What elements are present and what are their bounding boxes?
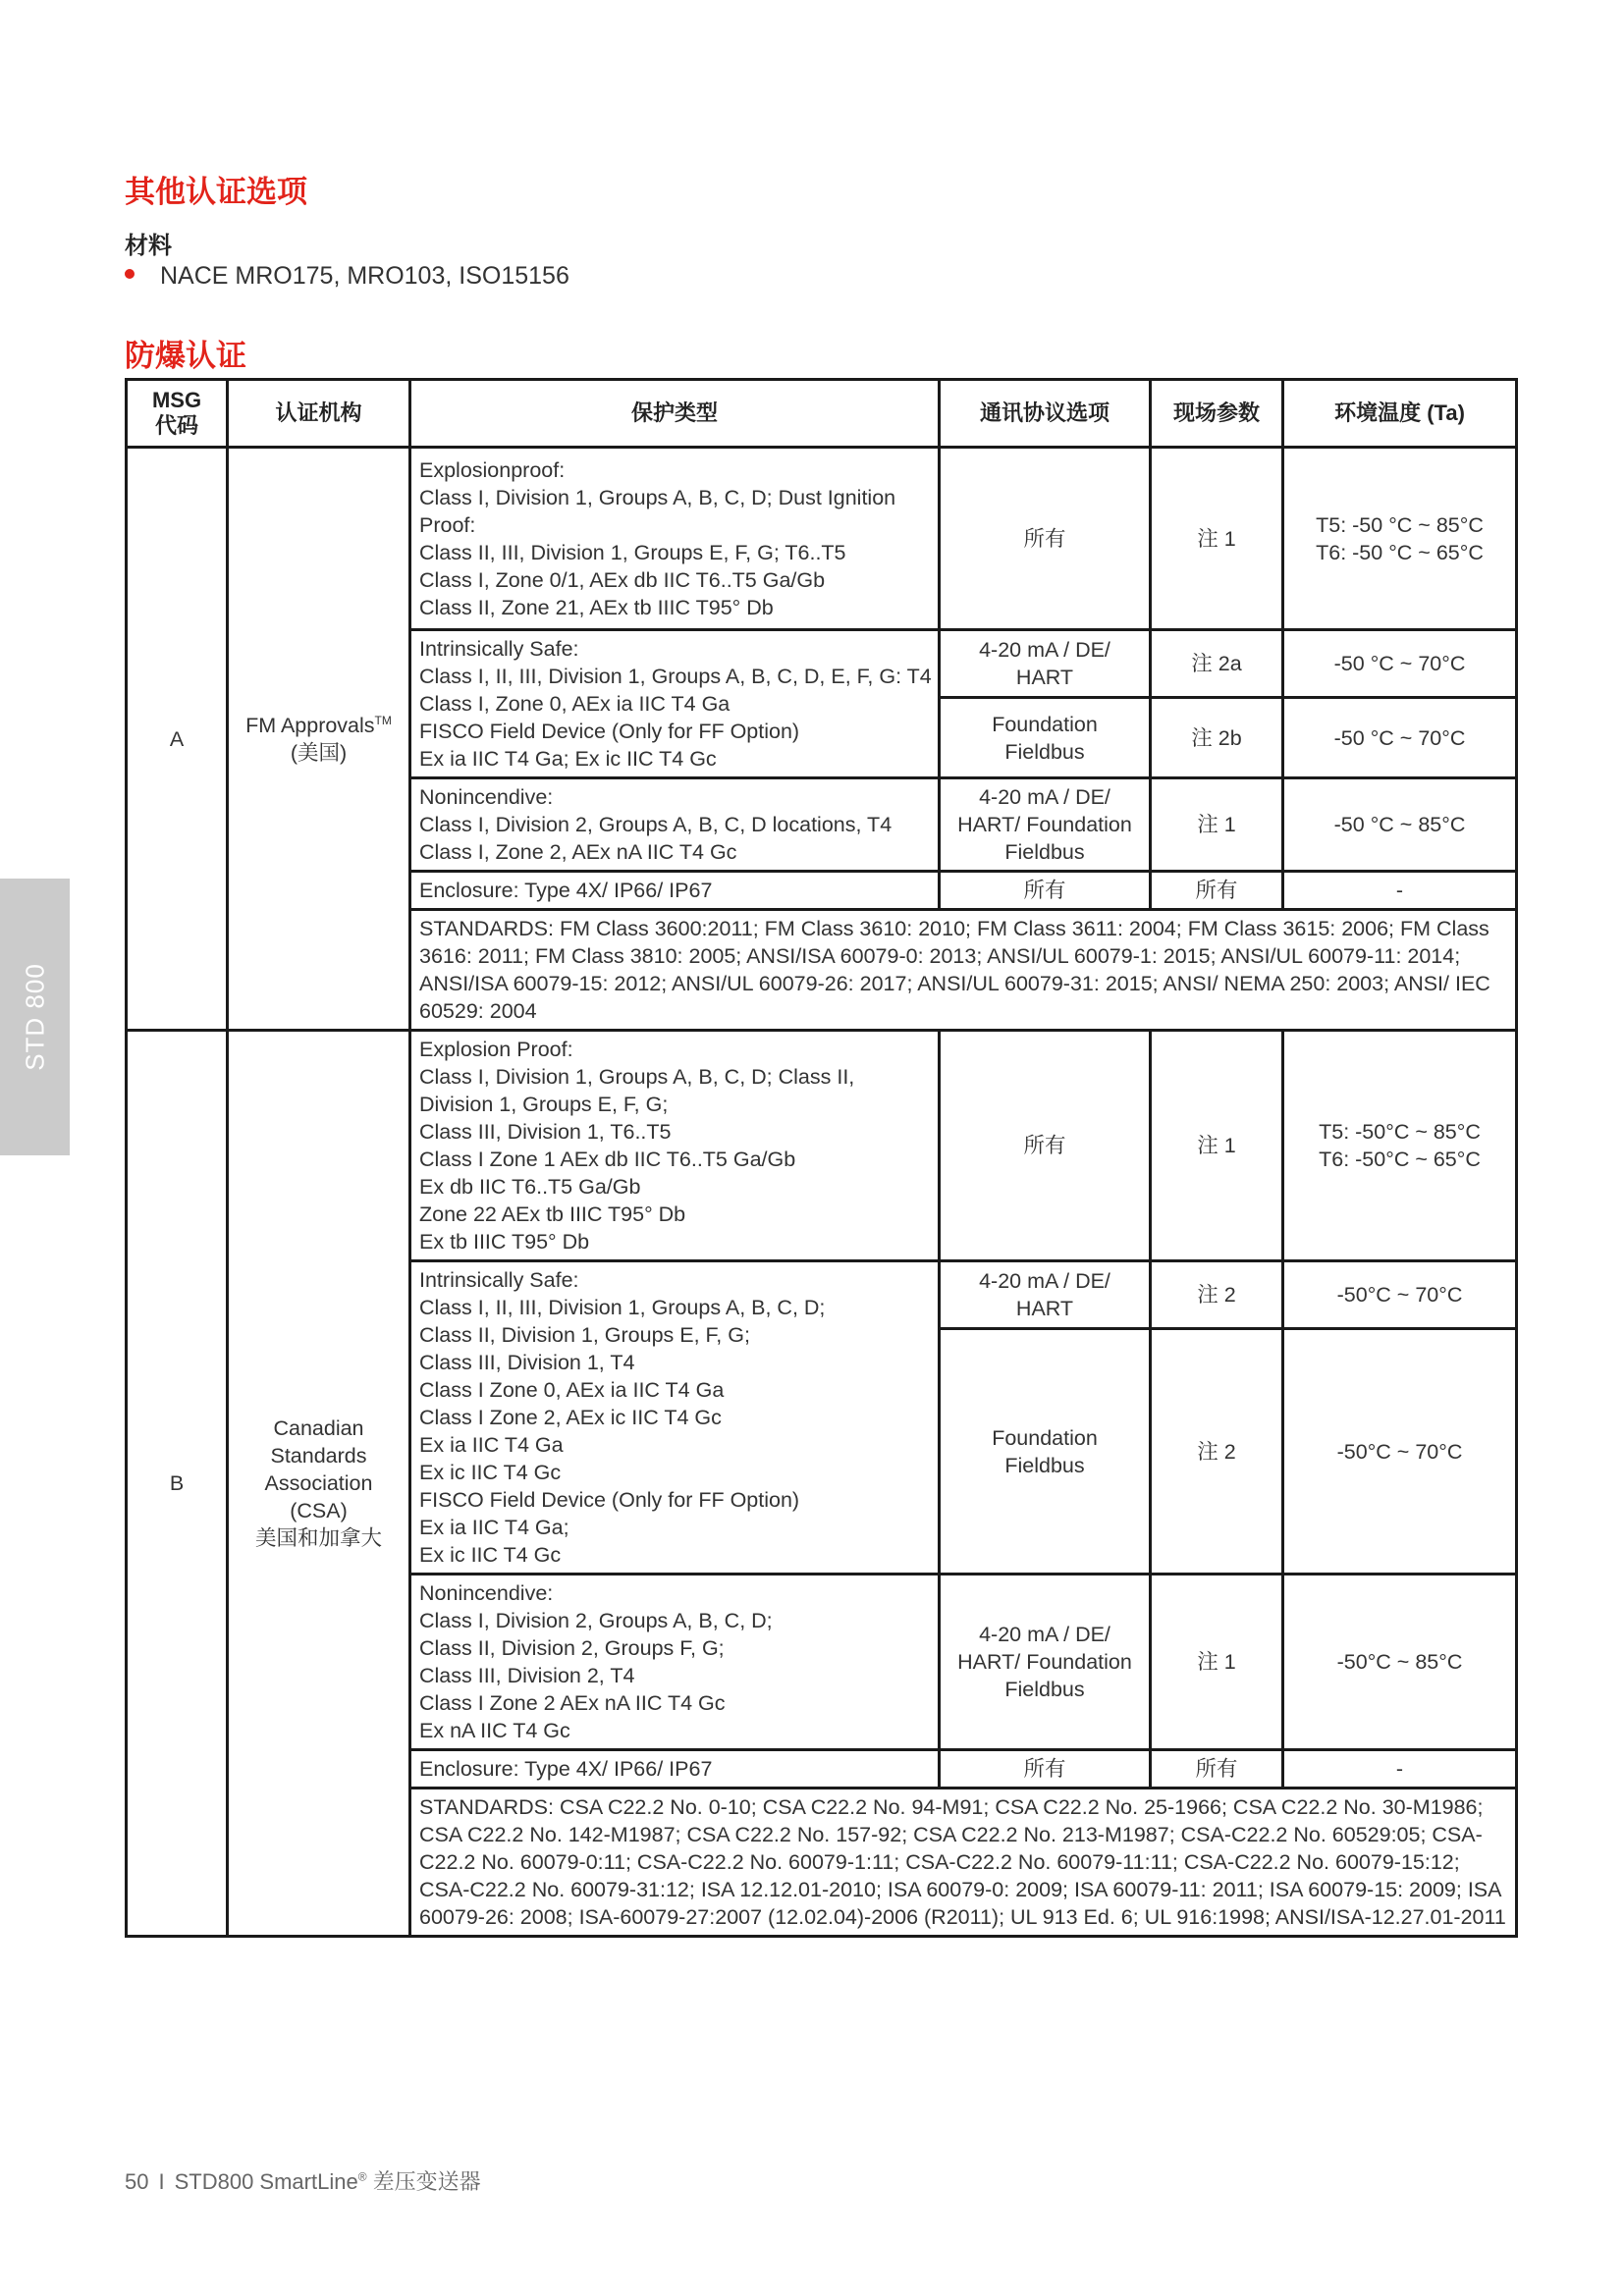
comm-cell: 4-20 mA / DE/ HART <box>940 1261 1151 1329</box>
temp-cell: -50°C ~ 70°C <box>1283 1329 1517 1575</box>
protection-cell: Nonincendive: Class I, Division 2, Groups A, B, C, D; Class II, Division 2, Groups F, G; Class III, Division 2, T4 Class I Zone 2 AEx nA IIC T4 Gc Ex nA IIC T4 Gc <box>410 1575 940 1750</box>
agency-cell: Canadian Standards Association (CSA) 美国和加拿大 <box>228 1031 410 1937</box>
field-cell: 注 2 <box>1151 1261 1283 1329</box>
field-cell: 注 1 <box>1151 448 1283 630</box>
table-header-row <box>127 380 1517 448</box>
field-cell: 注 2b <box>1151 698 1283 778</box>
field-cell: 注 1 <box>1151 778 1283 872</box>
temp-cell: - <box>1283 872 1517 910</box>
side-tab-label: STD 800 <box>20 963 49 1071</box>
temp-cell: -50°C ~ 70°C <box>1283 1261 1517 1329</box>
field-cell: 所有 <box>1151 1750 1283 1789</box>
comm-cell: Foundation Fieldbus <box>940 698 1151 778</box>
material-label: 材料 <box>125 233 172 259</box>
field-cell: 所有 <box>1151 872 1283 910</box>
comm-cell: Foundation Fieldbus <box>940 1329 1151 1575</box>
comm-cell: 所有 <box>940 1750 1151 1789</box>
msg-code-cell: A <box>127 448 228 1031</box>
temp-cell: T5: -50°C ~ 85°C T6: -50°C ~ 65°C <box>1283 1031 1517 1261</box>
protection-cell: Nonincendive: Class I, Division 2, Groups A, B, C, D locations, T4 Class I, Zone 2, AEx nA IIC T4 Gc <box>410 778 940 872</box>
side-tab <box>0 879 70 1155</box>
field-cell: 注 2a <box>1151 630 1283 698</box>
standards-cell: STANDARDS: FM Class 3600:2011; FM Class 3610: 2010; FM Class 3611: 2004; FM Class 3615: 2006; FM Class 3616: 2011; FM Class 3810: 2005; ANSI/ISA 60079-0: 2013; ANSI/UL 60079-1: 2015; ANSI/UL 60079-11: 2014; ANSI/ISA 60079-15: 2012; ANSI/UL 60079-26: 2017; ANSI/UL 60079-31: 2015; ANSI/ NEMA 250: 2003; ANSI/ IEC 60529: 2004 <box>410 910 1517 1031</box>
page-number: 50 <box>125 2169 149 2194</box>
section-title-explosion-proof: 防爆认证 <box>125 339 246 373</box>
header-msg-code: MSG 代码 <box>127 380 228 448</box>
protection-cell: Enclosure: Type 4X/ IP66/ IP67 <box>410 872 940 910</box>
comm-cell: 所有 <box>940 448 1151 630</box>
field-cell: 注 1 <box>1151 1575 1283 1750</box>
comm-cell: 4-20 mA / DE/ HART/ Foundation Fieldbus <box>940 778 1151 872</box>
temp-cell: -50°C ~ 85°C <box>1283 1575 1517 1750</box>
header-field-params: 现场参数 <box>1151 380 1283 448</box>
comm-cell: 所有 <box>940 1031 1151 1261</box>
protection-cell: Intrinsically Safe: Class I, II, III, Division 1, Groups A, B, C, D; Class II, Division 1, Groups E, F, G; Class III, Division 1, T4 Class I Zone 0, AEx ia IIC T4 Ga Class I Zone 2, AEx ic IIC T4 Gc Ex ia IIC T4 Ga Ex ic IIC T4 Gc FISCO Field Device (Only for FF Option) Ex ia IIC T4 Ga; Ex ic IIC T4 Gc <box>410 1261 940 1575</box>
temp-cell: T5: -50 °C ~ 85°C T6: -50 °C ~ 65°C <box>1283 448 1517 630</box>
table-row <box>127 448 1517 630</box>
comm-cell: 4-20 mA / DE/ HART/ Foundation Fieldbus <box>940 1575 1151 1750</box>
material-text: NACE MRO175, MRO103, ISO15156 <box>160 262 569 290</box>
protection-cell: Explosionproof: Class I, Division 1, Groups A, B, C, D; Dust Ignition Proof: Class II, III, Division 1, Groups E, F, G; T6..T5 Class I, Zone 0/1, AEx db IIC T6..T5 Ga/Gb Class II, Zone 21, AEx tb IIIC T95° Db <box>410 448 940 630</box>
material-list-item <box>125 262 569 291</box>
comm-cell: 4-20 mA / DE/ HART <box>940 630 1151 698</box>
temp-cell: -50 °C ~ 70°C <box>1283 698 1517 778</box>
header-protection-type: 保护类型 <box>410 380 940 448</box>
bullet-icon <box>125 269 135 279</box>
header-ambient-temp: 环境温度 (Ta) <box>1283 380 1517 448</box>
header-agency: 认证机构 <box>228 380 410 448</box>
protection-cell: Explosion Proof: Class I, Division 1, Groups A, B, C, D; Class II, Division 1, Groups E, F, G; Class III, Division 1, T6..T5 Class I Zone 1 AEx db IIC T6..T5 Ga/Gb Ex db IIC T6..T5 Ga/Gb Zone 22 AEx tb IIIC T95° Db Ex tb IIIC T95° Db <box>410 1031 940 1261</box>
protection-cell: Intrinsically Safe: Class I, II, III, Division 1, Groups A, B, C, D, E, F, G: T4 Class I, Zone 0, AEx ia IIC T4 Ga FISCO Field Device (Only for FF Option) Ex ia IIC T4 Ga; Ex ic IIC T4 Gc <box>410 630 940 778</box>
protection-cell: Enclosure: Type 4X/ IP66/ IP67 <box>410 1750 940 1789</box>
header-comm-options: 通讯协议选项 <box>940 380 1151 448</box>
field-cell: 注 2 <box>1151 1329 1283 1575</box>
field-cell: 注 1 <box>1151 1031 1283 1261</box>
section-title-other-certs: 其他认证选项 <box>125 175 307 209</box>
comm-cell: 所有 <box>940 872 1151 910</box>
footer-product: STD800 SmartLine <box>174 2169 358 2194</box>
temp-cell: - <box>1283 1750 1517 1789</box>
temp-cell: -50 °C ~ 70°C <box>1283 630 1517 698</box>
msg-code-cell: B <box>127 1031 228 1937</box>
table-row <box>127 1031 1517 1261</box>
page-footer <box>125 2165 481 2196</box>
certification-table <box>125 378 1518 1938</box>
registered-mark: ® <box>357 2169 367 2184</box>
standards-cell: STANDARDS: CSA C22.2 No. 0-10; CSA C22.2 No. 94-M91; CSA C22.2 No. 25-1966; CSA C22.2 No. 30-M1986; CSA C22.2 No. 142-M1987; CSA C22.2 No. 157-92; CSA C22.2 No. 213-M1987; CSA-C22.2 No. 60529:05; CSA-C22.2 No. 60079-0:11; CSA-C22.2 No. 60079-1:11; CSA-C22.2 No. 60079-11:11; CSA-C22.2 No. 60079-15:12; CSA-C22.2 No. 60079-31:12; ISA 12.12.01-2010; ISA 60079-0: 2009; ISA 60079-11: 2011; ISA 60079-15: 2009; ISA 60079-26: 2008; ISA-60079-27:2007 (12.02.04)-2006 (R2011); UL 913 Ed. 6; UL 916:1998; ANSI/ISA-12.27.01-2011 <box>410 1789 1517 1937</box>
footer-subtitle: 差压变送器 <box>366 2169 481 2194</box>
temp-cell: -50 °C ~ 85°C <box>1283 778 1517 872</box>
footer-separator: I <box>158 2169 165 2194</box>
agency-cell: FM Approvals™ (美国) <box>228 448 410 1031</box>
